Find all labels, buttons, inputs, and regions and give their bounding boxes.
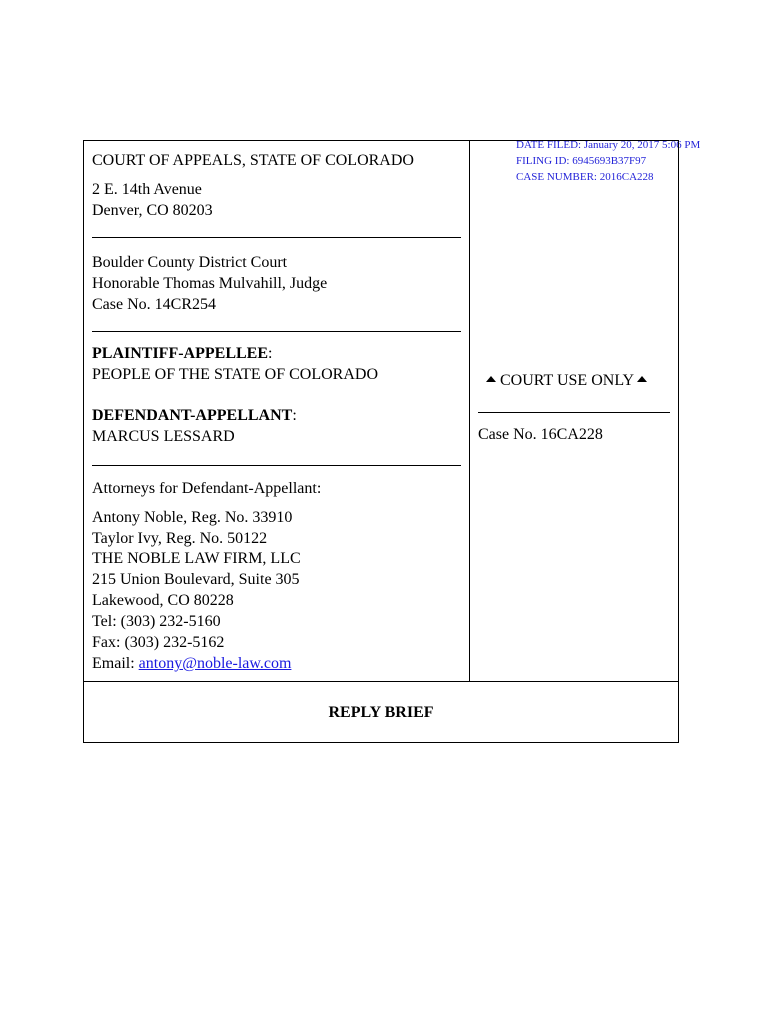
attorney-line: Fax: (303) 232-5162 [92,634,225,651]
attorney-email-line [92,653,291,674]
attorney-line: 215 Union Boulevard, Suite 305 [92,571,300,588]
attorney-line: THE NOBLE LAW FIRM, LLC [92,550,301,567]
filing-date-stamp: DATE FILED: January 20, 2017 5:06 PM [516,139,701,151]
document-title-cell [84,681,678,742]
case-number-stamp: CASE NUMBER: 2016CA228 [516,171,654,183]
divider-line [92,237,461,238]
triangle-up-icon [486,376,496,382]
attorney-line: Tel: (303) 232-5160 [92,613,221,630]
divider-line [92,465,461,466]
appellate-case-no: Case No. 16CA228 [478,426,603,443]
attorney-line: Lakewood, CO 80228 [92,592,234,609]
court-use-only-label-line [486,370,647,391]
lower-court-judge: Honorable Thomas Mulvahill, Judge [92,275,328,292]
lower-court-case-no: Case No. 14CR254 [92,296,216,313]
divider-line [478,412,670,413]
plaintiff-name: PEOPLE OF THE STATE OF COLORADO [92,366,378,383]
court-name: COURT OF APPEALS, STATE OF COLORADO [92,152,414,169]
email-label: Email: [92,655,139,672]
court-address-line2: Denver, CO 80203 [92,202,213,219]
court-use-cell [470,141,678,681]
defendant-label: DEFENDANT-APPELLANT [92,407,293,424]
defendant-label-line [92,405,297,426]
attorney-line: Taylor Ivy, Reg. No. 50122 [92,530,268,547]
plaintiff-label-line [92,343,272,364]
plaintiff-label: PLAINTIFF-APPELLEE [92,345,269,362]
divider-line [92,331,461,332]
defendant-name: MARCUS LESSARD [92,428,235,445]
caption-table [83,140,679,743]
caption-left-cell [84,141,470,681]
defendant-colon: : [292,407,297,424]
email-link[interactable]: antony@noble-law.com [138,655,292,672]
plaintiff-colon: : [268,345,273,362]
triangle-up-icon [637,376,647,382]
court-address-line1: 2 E. 14th Avenue [92,181,202,198]
lower-court-name: Boulder County District Court [92,254,288,271]
filing-id-stamp: FILING ID: 6945693B37F97 [516,155,647,167]
attorneys-heading: Attorneys for Defendant-Appellant: [92,480,322,497]
attorney-line: Antony Noble, Reg. No. 33910 [92,509,293,526]
court-use-only-label: COURT USE ONLY [500,372,634,389]
document-title: REPLY BRIEF [328,704,434,721]
